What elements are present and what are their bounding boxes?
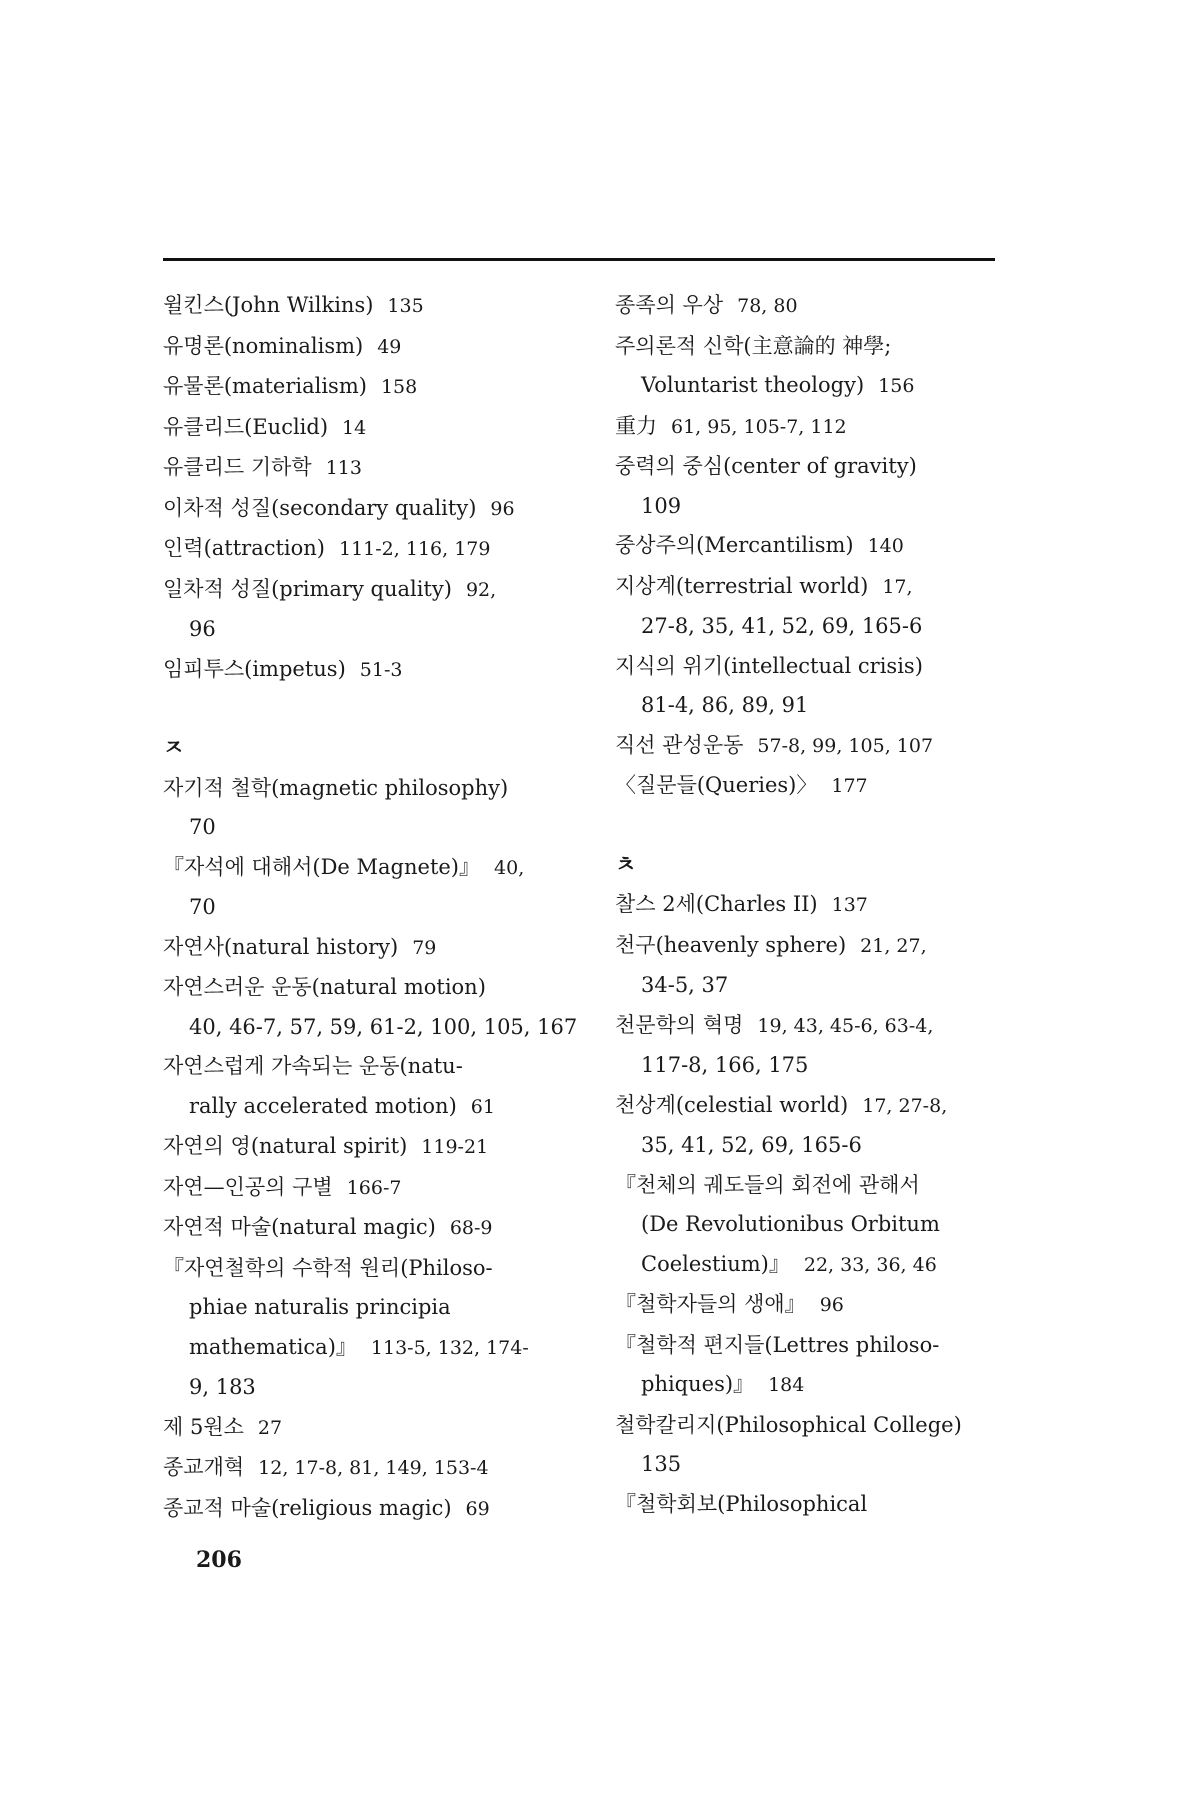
index-pages-continued: 34-5, 37 xyxy=(641,973,729,997)
index-term-continued xyxy=(163,1087,583,1128)
index-pages: 113-5, 132, 174- xyxy=(370,1336,529,1359)
index-term: 자연적 마술(natural magic) xyxy=(163,1215,436,1239)
index-term: 『철학회보(Philosophical xyxy=(615,1491,868,1516)
index-pages: 61 xyxy=(470,1095,495,1118)
index-pages-continued: 117-8, 166, 175 xyxy=(641,1053,809,1077)
index-pages: 96 xyxy=(819,1294,844,1316)
left-column xyxy=(163,286,583,1529)
index-entry xyxy=(615,885,1035,926)
index-term-continued-text: rally accelerated motion) xyxy=(189,1093,457,1118)
index-entry xyxy=(615,1326,1035,1406)
index-term-continued xyxy=(615,1245,1035,1286)
index-entry xyxy=(615,766,1035,807)
index-entry xyxy=(163,1168,583,1209)
section-gap xyxy=(615,807,1035,846)
index-pages: 158 xyxy=(380,376,418,398)
index-pages-continued: 96 xyxy=(189,617,216,641)
index-term: 『천체의 궤도들의 회전에 관해서 xyxy=(615,1172,920,1197)
index-pages: 27 xyxy=(257,1416,283,1439)
index-term: 찰스 2세(Charles II) xyxy=(615,892,818,916)
index-entry xyxy=(163,448,583,489)
index-entry xyxy=(163,1249,583,1408)
index-term: 유클리드(Euclid) xyxy=(163,414,329,439)
index-pages-continued: 109 xyxy=(641,493,682,518)
index-term: 『자석에 대해서(De Magnete)』 xyxy=(163,854,481,879)
index-pages: 137 xyxy=(831,894,868,916)
section-letter: ㅊ xyxy=(615,852,637,878)
index-entry xyxy=(615,526,1035,567)
index-entry xyxy=(163,489,583,530)
index-entry xyxy=(615,1406,1035,1485)
index-pages: 184 xyxy=(768,1374,805,1396)
index-entry xyxy=(163,968,583,1047)
index-term: 자기적 철학(magnetic philosophy) xyxy=(163,775,509,800)
index-entry xyxy=(163,327,583,368)
index-term-continued xyxy=(163,1288,583,1328)
index-term: 천상계(celestial world) xyxy=(615,1092,849,1117)
index-term: 윌킨스(John Wilkins) xyxy=(163,293,374,317)
index-term: 유명론(nominalism) xyxy=(163,333,364,358)
index-entry xyxy=(163,286,583,327)
index-term: 종족의 우상 xyxy=(615,293,724,317)
index-entry xyxy=(615,567,1035,647)
index-term: 철학칼리지(Philosophical College) xyxy=(615,1412,962,1437)
index-pages: 92, xyxy=(465,578,497,601)
index-entry xyxy=(615,286,1035,327)
index-pages: 49 xyxy=(377,335,402,358)
index-term: 종교적 마술(religious magic) xyxy=(163,1495,452,1520)
index-term: 임피투스(impetus) xyxy=(163,656,346,681)
index-pages: 40, xyxy=(494,856,525,879)
index-term: 유물론(materialism) xyxy=(163,374,367,398)
index-term: 주의론적 신학(主意論的 神學; xyxy=(615,333,892,358)
index-term: 〈질문들(Queries)〉 xyxy=(615,773,818,797)
index-pages: 57-8, 99, 105, 107 xyxy=(757,734,934,757)
index-pages: 68-9 xyxy=(449,1217,493,1239)
index-entry xyxy=(615,327,1035,407)
index-entry xyxy=(163,529,583,570)
index-term-continued-text: Voluntarist theology) xyxy=(641,373,865,397)
index-entry xyxy=(163,1448,583,1489)
index-term: 『자연철학의 수학적 원리(Philoso- xyxy=(163,1255,493,1280)
index-pages: 61, 95, 105-7, 112 xyxy=(671,415,847,438)
index-term: 자연—인공의 구별 xyxy=(163,1174,333,1199)
index-entry xyxy=(163,367,583,408)
index-pages: 177 xyxy=(831,775,868,797)
index-entry xyxy=(163,1047,583,1127)
index-pages: 19, 43, 45-6, 63-4, xyxy=(757,1014,934,1037)
index-pages: 156 xyxy=(878,375,915,397)
index-pages: 79 xyxy=(412,936,437,959)
index-entry xyxy=(163,848,583,928)
index-term: 자연스럽게 가속되는 운동(natu- xyxy=(163,1054,463,1078)
index-pages: 22, 33, 36, 46 xyxy=(803,1253,937,1276)
index-term: 자연사(natural history) xyxy=(163,934,399,959)
index-term-continued-text: phiae naturalis principia xyxy=(189,1295,451,1319)
index-term: 유클리드 기하학 xyxy=(163,455,312,479)
index-pages-continued: 9, 183 xyxy=(189,1375,256,1399)
index-pages-continued: 35, 41, 52, 69, 165-6 xyxy=(641,1133,862,1157)
index-term-continued-text: (De Revolutionibus Orbitum xyxy=(641,1212,940,1236)
section-letter: ㅈ xyxy=(163,736,185,761)
index-pages: 135 xyxy=(387,295,424,317)
index-term: 종교개혁 xyxy=(163,1455,245,1479)
page-number: 206 xyxy=(196,1547,242,1573)
index-entry xyxy=(615,1086,1035,1166)
index-term: 중상주의(Mercantilism) xyxy=(615,533,854,557)
index-term-continued xyxy=(615,1365,1035,1406)
index-term: 천구(heavenly sphere) xyxy=(615,932,847,957)
index-term: 지식의 위기(intellectual crisis) xyxy=(615,653,923,678)
index-term: 重力 xyxy=(615,413,657,438)
section-gap xyxy=(163,690,583,729)
index-pages: 17, 27-8, xyxy=(862,1094,948,1117)
index-term: 이차적 성질(secondary quality) xyxy=(163,495,477,520)
index-entry xyxy=(615,1166,1035,1286)
index-term: 『철학자들의 생애』 xyxy=(615,1292,806,1316)
index-entry xyxy=(615,1485,1035,1525)
index-pages: 96 xyxy=(490,497,515,520)
index-entry xyxy=(615,407,1035,448)
index-entry xyxy=(163,769,583,848)
index-entry xyxy=(615,926,1035,1006)
index-pages: 140 xyxy=(867,535,904,557)
index-entry xyxy=(163,1127,583,1168)
index-entry xyxy=(163,570,583,650)
index-term: 제 5원소 xyxy=(163,1414,244,1439)
index-entry xyxy=(615,647,1035,726)
index-pages-continued: 135 xyxy=(641,1452,682,1476)
index-term-continued xyxy=(615,366,1035,407)
index-entry xyxy=(163,1408,583,1449)
right-column xyxy=(615,286,1035,1524)
index-pages-continued: 70 xyxy=(189,895,216,919)
index-term: 일차적 성질(primary quality) xyxy=(163,576,452,601)
index-pages: 21, 27, xyxy=(860,934,927,957)
index-entry xyxy=(163,650,583,691)
index-pages: 119-21 xyxy=(421,1136,489,1158)
index-term-continued-text: phiques)』 xyxy=(641,1372,755,1396)
index-pages: 78, 80 xyxy=(737,295,798,317)
index-entry xyxy=(615,447,1035,526)
index-entry xyxy=(615,1006,1035,1086)
index-entry xyxy=(163,928,583,969)
index-term: 천문학의 혁명 xyxy=(615,1012,744,1037)
index-term: 중력의 중심(center of gravity) xyxy=(615,454,917,478)
index-term: 『철학적 편지들(Lettres philoso- xyxy=(615,1332,940,1357)
index-entry xyxy=(615,1285,1035,1326)
index-entry xyxy=(163,1489,583,1530)
index-term: 직선 관성운동 xyxy=(615,732,744,757)
index-pages: 51-3 xyxy=(359,658,403,681)
index-pages-continued: 40, 46-7, 57, 59, 61-2, 100, 105, 167 xyxy=(189,1014,578,1039)
index-pages-continued: 81-4, 86, 89, 91 xyxy=(641,693,809,717)
top-rule xyxy=(163,258,995,261)
index-term-continued xyxy=(615,1205,1035,1245)
index-term-continued xyxy=(163,1328,583,1369)
index-pages: 12, 17-8, 81, 149, 153-4 xyxy=(258,1457,489,1479)
index-term-continued-text: mathematica)』 xyxy=(189,1334,357,1359)
index-pages: 111-2, 116, 179 xyxy=(339,538,491,560)
index-term-continued-text: Coelestium)』 xyxy=(641,1251,790,1276)
index-pages: 17, xyxy=(882,575,913,598)
index-pages: 113 xyxy=(325,457,362,479)
index-term: 지상계(terrestrial world) xyxy=(615,573,869,598)
index-entry xyxy=(615,726,1035,767)
index-term: 자연스러운 운동(natural motion) xyxy=(163,975,486,999)
index-entry xyxy=(163,1208,583,1249)
index-pages: 14 xyxy=(342,416,367,439)
index-term: 자연의 영(natural spirit) xyxy=(163,1134,408,1158)
index-pages-continued: 27-8, 35, 41, 52, 69, 165-6 xyxy=(641,614,923,638)
index-term: 인력(attraction) xyxy=(163,536,325,560)
index-pages: 166-7 xyxy=(346,1176,402,1199)
index-entry xyxy=(163,408,583,449)
index-pages: 69 xyxy=(465,1497,490,1520)
index-pages-continued: 70 xyxy=(189,815,216,839)
